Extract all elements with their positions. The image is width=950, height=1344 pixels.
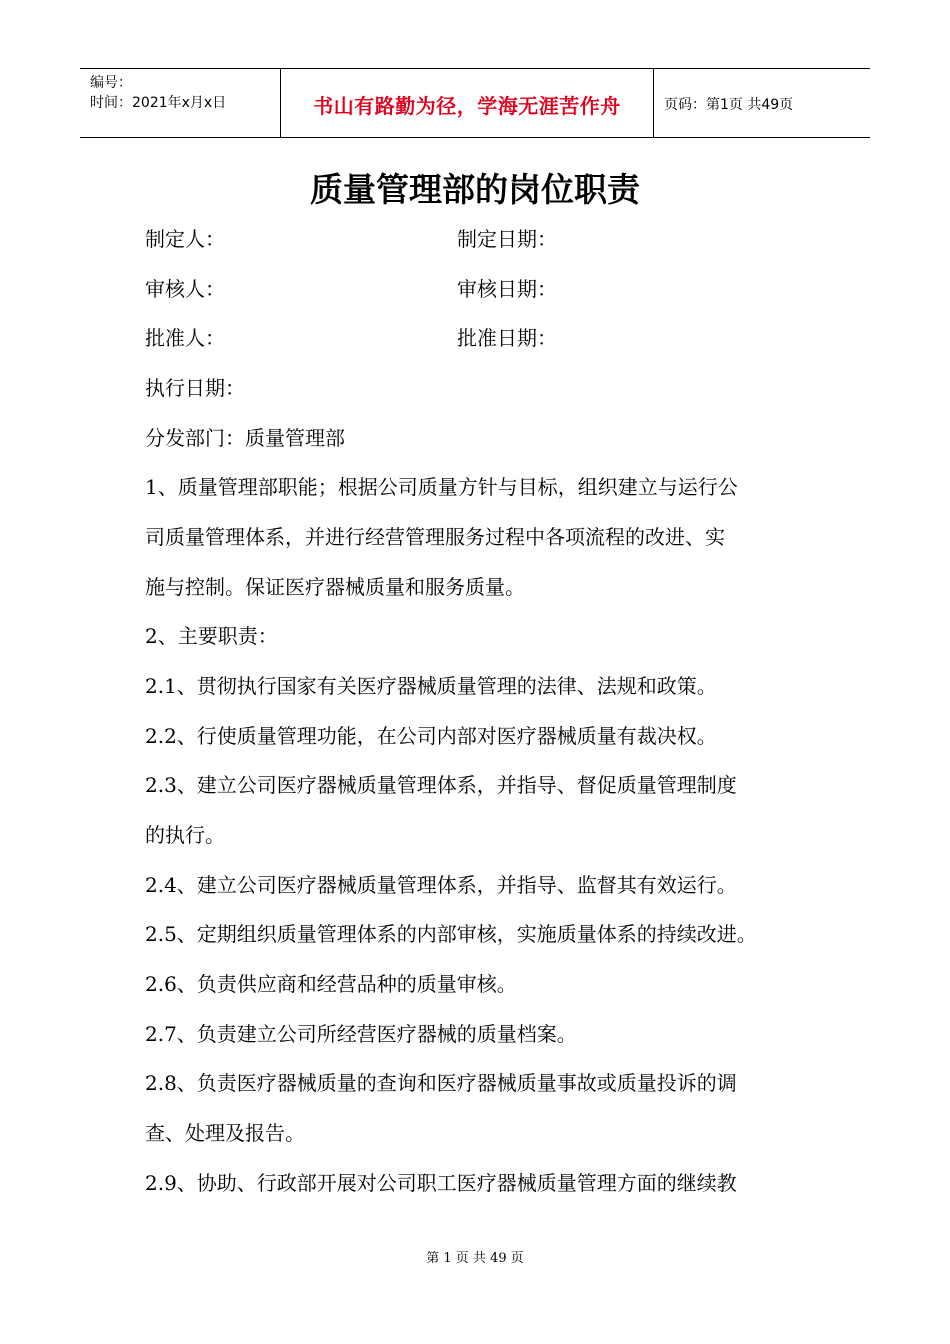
- body-line: 2.1、贯彻执行国家有关医疗器械质量管理的法律、法规和政策。: [145, 674, 717, 698]
- reviewer-label: 审核人：: [145, 277, 225, 301]
- body-line: 的执行。: [145, 823, 225, 847]
- body-line: 2.9、协助、行政部开展对公司职工医疗器械质量管理方面的继续教: [145, 1171, 737, 1195]
- approve-date-label: 批准日期：: [457, 326, 557, 350]
- body-line: 2.7、负责建立公司所经营医疗器械的质量档案。: [145, 1022, 577, 1046]
- body-line: 2.3、建立公司医疗器械质量管理体系，并指导、督促质量管理制度: [145, 773, 737, 797]
- review-date-label: 审核日期：: [457, 277, 557, 301]
- body-line: 2.4、建立公司医疗器械质量管理体系，并指导、监督其有效运行。: [145, 873, 737, 897]
- header-info-cell: [80, 69, 281, 137]
- header-motto-cell: [281, 69, 654, 137]
- body-line: 施与控制。保证医疗器械质量和服务质量。: [145, 575, 525, 599]
- page-footer: 第 1 页 共 49 页: [426, 1251, 524, 1266]
- body-line: 查、处理及报告。: [145, 1121, 305, 1145]
- document-title: 质量管理部的岗位职责: [310, 170, 640, 209]
- body-line: 1、质量管理部职能；根据公司质量方针与目标，组织建立与运行公: [145, 475, 738, 499]
- body-line: 司质量管理体系，并进行经营管理服务过程中各项流程的改进、实: [145, 525, 725, 549]
- time-label: 时间：2021年x月x日: [90, 95, 227, 111]
- drafter-label: 制定人：: [145, 227, 225, 251]
- header-table: [80, 68, 870, 138]
- dept-label: 分发部门：质量管理部: [145, 426, 345, 450]
- header-page-cell: [654, 69, 870, 137]
- body-line: 2.6、负责供应商和经营品种的质量审核。: [145, 972, 517, 996]
- body-line: 2.5、定期组织质量管理体系的内部审核，实施质量体系的持续改进。: [145, 922, 757, 946]
- approver-label: 批准人：: [145, 326, 225, 350]
- page-code: 页码：第1页 共49页: [664, 97, 794, 113]
- serial-label: 编号：: [90, 75, 132, 91]
- motto: 书山有路勤为径，学海无涯苦作舟: [313, 94, 621, 118]
- exec-date-label: 执行日期：: [145, 376, 245, 400]
- body-line: 2、主要职责：: [145, 624, 278, 648]
- draft-date-label: 制定日期：: [457, 227, 557, 251]
- body-line: 2.2、行使质量管理功能，在公司内部对医疗器械质量有裁决权。: [145, 724, 717, 748]
- body-line: 2.8、负责医疗器械质量的查询和医疗器械质量事故或质量投诉的调: [145, 1071, 737, 1095]
